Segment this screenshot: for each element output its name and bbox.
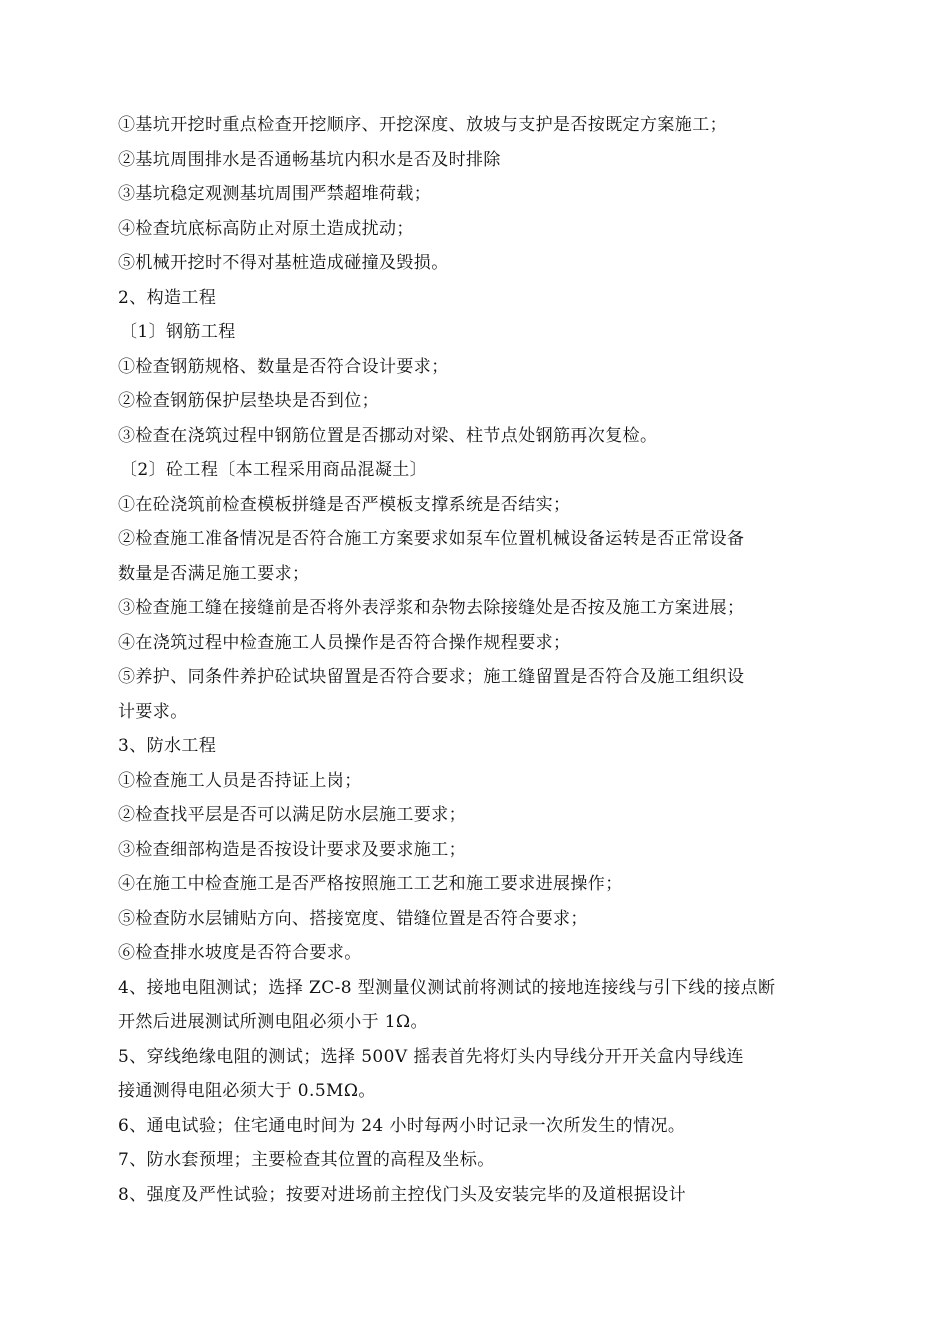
- text-line: 数量是否满足施工要求；: [118, 563, 310, 584]
- section-heading: 4、接地电阻测试；选择 ZC-8 型测量仪测试前将测试的接地连接线与引下线的接点断: [118, 977, 776, 998]
- section-heading: 8、强度及严性试验；按要对进场前主控伐门头及安装完毕的及道根据设计: [118, 1184, 687, 1205]
- text-line: ③检查在浇筑过程中钢筋位置是否挪动对梁、柱节点处钢筋再次复检。: [118, 425, 658, 446]
- section-heading: 5、穿线绝缘电阻的测试；选择 500V 摇表首先将灯头内导线分开开关盒内导线连: [118, 1046, 744, 1067]
- section-heading: 6、通电试验；住宅通电时间为 24 小时每两小时记录一次所发生的情况。: [118, 1115, 686, 1136]
- text-line: 计要求。: [118, 701, 188, 722]
- text-line: ①检查施工人员是否持证上岗；: [118, 770, 362, 791]
- text-line: ④在浇筑过程中检查施工人员操作是否符合操作规程要求；: [118, 632, 571, 653]
- text-line: ②检查找平层是否可以满足防水层施工要求；: [118, 805, 466, 825]
- text-line: ①基坑开挖时重点检查开挖顺序、开挖深度、放坡与支护是否按既定方案施工；: [118, 115, 727, 135]
- text-line: ②检查钢筋保护层垫块是否到位；: [118, 391, 379, 411]
- text-line: ⑥检查排水坡度是否符合要求。: [118, 943, 362, 963]
- text-line: ②基坑周围排水是否通畅基坑内积水是否及时排除: [118, 149, 501, 170]
- text-line: ⑤检查防水层铺贴方向、搭接宽度、错缝位置是否符合要求；: [118, 908, 588, 929]
- text-line: ⑤养护、同条件养护砼试块留置是否符合要求；施工缝留置是否符合及施工组织设: [118, 667, 745, 687]
- text-line: ③检查细部构造是否按设计要求及要求施工；: [118, 839, 466, 860]
- section-heading: 3、防水工程: [118, 736, 217, 756]
- text-line: ④在施工中检查施工是否严格按照施工工艺和施工要求进展操作；: [118, 874, 623, 894]
- subsection-heading: 〔1〕钢筋工程: [120, 322, 236, 342]
- text-line: ④检查坑底标高防止对原土造成扰动；: [118, 218, 414, 239]
- document-body: [118, 108, 838, 1212]
- text-line: ③检查施工缝在接缝前是否将外表浮浆和杂物去除接缝处是否按及施工方案进展；: [118, 598, 745, 618]
- text-line: ①检查钢筋规格、数量是否符合设计要求；: [118, 356, 449, 377]
- text-line: ③基坑稳定观测基坑周围严禁超堆荷载；: [118, 184, 432, 204]
- text-line: ⑤机械开挖时不得对基桩造成碰撞及毁损。: [118, 253, 449, 273]
- text-line: ①在砼浇筑前检查模板拼缝是否严模板支撑系统是否结实；: [118, 494, 571, 515]
- text-line: 接通测得电阻必须大于 0.5MΩ。: [118, 1081, 376, 1101]
- text-line: ②检查施工准备情况是否符合施工方案要求如泵车位置机械设备运转是否正常设备: [118, 529, 745, 549]
- subsection-heading: 〔2〕砼工程〔本工程采用商品混凝土〕: [120, 460, 428, 480]
- section-heading: 7、防水套预埋；主要检查其位置的高程及坐标。: [118, 1150, 495, 1170]
- text-line: 开然后进展测试所测电阻必须小于 1Ω。: [118, 1012, 428, 1032]
- section-heading: 2、构造工程: [118, 287, 217, 308]
